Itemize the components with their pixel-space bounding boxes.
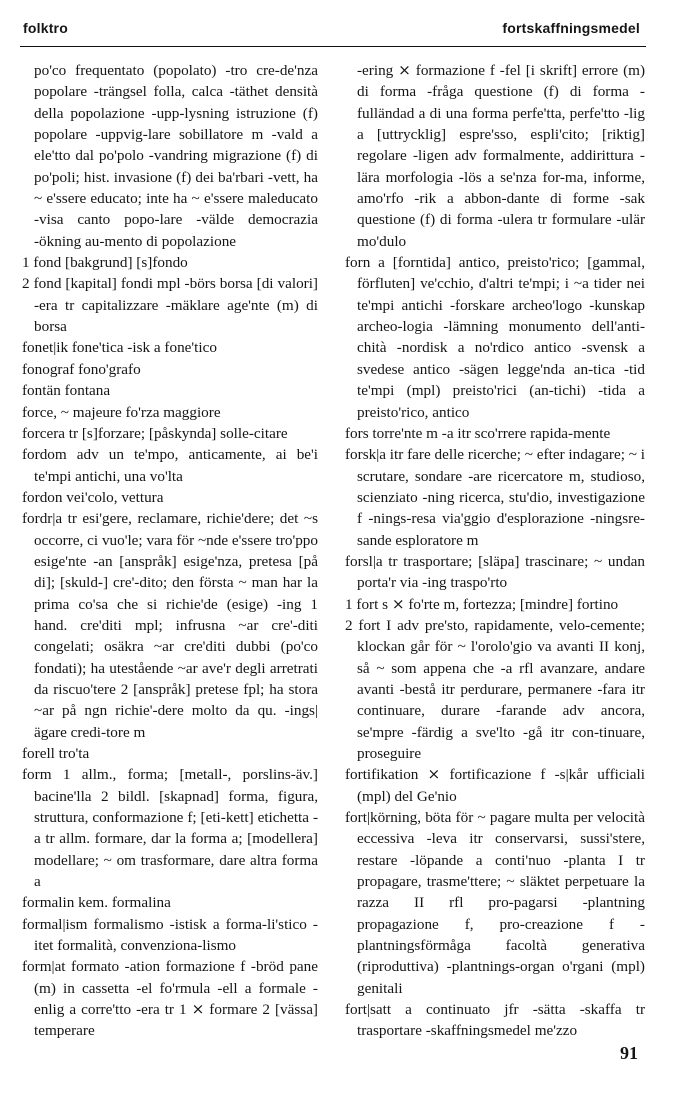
dictionary-entry: fort|satt a continuato jfr -sätta -skaffa tr trasportare -skaffningsmedel me'zzo xyxy=(345,1001,645,1040)
dictionary-entry: form 1 allm., forma; [metall-, porslins-äv.] bacine'lla 2 bildl. [skapnad] forma, figura, struttura, conformazione f; [eti-kett] etichetta -a tr allm. formare, dar la forma a; [modellera] modellare; ~ om trasformare, dare altra forma a xyxy=(22,766,318,891)
dictionary-entry: forsk|a itr fare delle ricerche; ~ efter indagare; ~ i scrutare, sondare -are ricercatore m, studioso, scienziato -ning ricerca, stu'dio, investigazione f -nings-resa via'ggio d'esplorazione -ningsre-sande esploratore m xyxy=(345,446,645,549)
dictionary-entry: forsl|a tr trasportare; [släpa] trascinare; ~ undan porta'r via -ing traspo'rto xyxy=(345,552,645,592)
dictionary-entry: 2 fond [kapital] fondi mpl -börs borsa [di valori] -era tr capitalizzare -mäklare age'nte (m) di borsa xyxy=(22,275,318,336)
dictionary-entry: po'co frequentato (popolato) -tro cre-de'nza popolare -trängsel folla, calca -täthet densità della popolazione -upp-lysning istruzione (f) popolare -uppvig-lare sobillatore m -vald a ele'tto dal po'polo -vandring migrazione (f) di po'poli; hist. invasione (f) dei ba'rbari -vett, ha ~ e'ssere educato; inte ha ~ e'ssere maleducato -visa canto popo-lare -välde democrazia -ökning au-mento di popolazione xyxy=(34,62,318,250)
dictionary-entry: form|at formato -ation formazione f -bröd pane (m) in cassetta -el fo'rmula -ell a formale -enlig a corre'tto -era tr 1 ⨯ formare 2 [vässa] temperare xyxy=(22,958,318,1040)
header-rule xyxy=(20,46,646,47)
dictionary-entry: force, ~ majeure fo'rza maggiore xyxy=(22,403,221,421)
dictionary-entry: fonograf fono'grafo xyxy=(22,360,141,378)
dictionary-entry: forell tro'ta xyxy=(22,745,90,762)
dictionary-entry: 2 fort I adv pre'sto, rapidamente, velo-cemente; klockan går för ~ l'orolo'gio va avanti II konj, så ~ som appena che -a rfl avanzare, andare avanti -bestå itr perdurare, permanere -fara itr continuare, durare -farande adv ancora, se'mpre -färdig a sve'lto -gå itr con-tinuare, proseguire xyxy=(345,616,645,762)
header-guide-word-left: folktro xyxy=(23,20,68,36)
dictionary-entry: formalin kem. formalina xyxy=(22,894,171,912)
dictionary-entry: 1 fond [bakgrund] [s]fondo xyxy=(22,254,188,272)
dictionary-entry: 1 fort s ⨯ fo'rte m, fortezza; [mindre] fortino xyxy=(345,595,619,613)
dictionary-entry: fors torre'nte m -a itr sco'rrere rapida-mente xyxy=(345,424,611,442)
dictionary-entry: fontän fontana xyxy=(22,382,111,400)
dictionary-entry: forcera tr [s]forzare; [påskynda] solle-citare xyxy=(22,424,288,442)
page-number: 91 xyxy=(620,1043,638,1063)
right-column xyxy=(345,60,645,1050)
dictionary-entry: fordr|a tr esi'gere, reclamare, richie'dere; det ~s occorre, ci vuo'le; vara för ~nde e'ssere tro'ppo esige'nte -an [anspråk] esige'nza, pretesa [på di]; [skuld-] cre'-dito; den första ~ man har la prima co'sa che si richie'de (esige) -ing 1 hand. cre'diti mpl; infrusna ~ar cre'-diti congelati; osäkra ~ar cre'diti dubbi (po'co fondati); ha utestående ~ar ave'r degli arretrati da riscuo'tere 2 [anspråk] pretese fpl; ha stora ~ar på ngn richie'-dere molto da qu. -ings|ägare credi-tore m xyxy=(22,510,318,741)
dictionary-entry: forn a [forntida] antico, preisto'rico; [gammal, förfluten] ve'cchio, d'altri te'mpi; i ~a tider nei te'mpi antichi -forskare archeo'logo -kunskap archeo-logia -lämning monumento dell'anti-chità -nordisk a no'rdico antico -svensk a svedese antico -sägen legge'nda an-tica -tid te'mpi (mpl) preisto'rici (an-tichi) -tida a preisto'rico, antico xyxy=(345,254,645,421)
dictionary-entry: fort|körning, böta för ~ pagare multa per velocità eccessiva -leva itr conservarsi, sussi'stere, restare -löpande a conti'nuo -planta I tr propagare, trasme'ttere; ~ släktet perpetuare la razza II rfl pro-pagarsi -plantning propagazione f, pro-creazione f -plantningsförmåga facoltà generativa (riproduttiva) -plantnings-organ o'rgani (mpl) genitali xyxy=(345,809,645,997)
dictionary-entry: fordon vei'colo, vettura xyxy=(22,488,164,506)
dictionary-entry: formal|ism formalismo -istisk a forma-li'stico -itet formalità, convenziona-lismo xyxy=(22,915,318,955)
dictionary-entry: fonet|ik fone'tica -isk a fone'tico xyxy=(22,339,217,357)
dictionary-entry: fortifikation ⨯ fortificazione f -s|kår ufficiali (mpl) del Ge'nio xyxy=(345,766,645,805)
dictionary-entry: fordom adv un te'mpo, anticamente, ai be'i te'mpi antichi, una vo'lta xyxy=(22,446,318,485)
dictionary-entry: -ering ⨯ formazione f -fel [i skrift] errore (m) di forma -fråga questione (f) di forma -fulländad a di una forma perfe'tta, perfe'tto -lig a [uttrycklig] espre'sso, espli'cito; [riktig] regolare -ligen adv formalmente, addirittura -lära morfologia -lös a se'nza for-ma, informe, amo'rfo -rik a abbon-dante di forme -sak questione (f) di forma -ulera tr formulare -ulär mo'dulo xyxy=(357,62,645,250)
left-column xyxy=(22,60,318,1050)
header-guide-word-right: fortskaffningsmedel xyxy=(502,20,640,36)
